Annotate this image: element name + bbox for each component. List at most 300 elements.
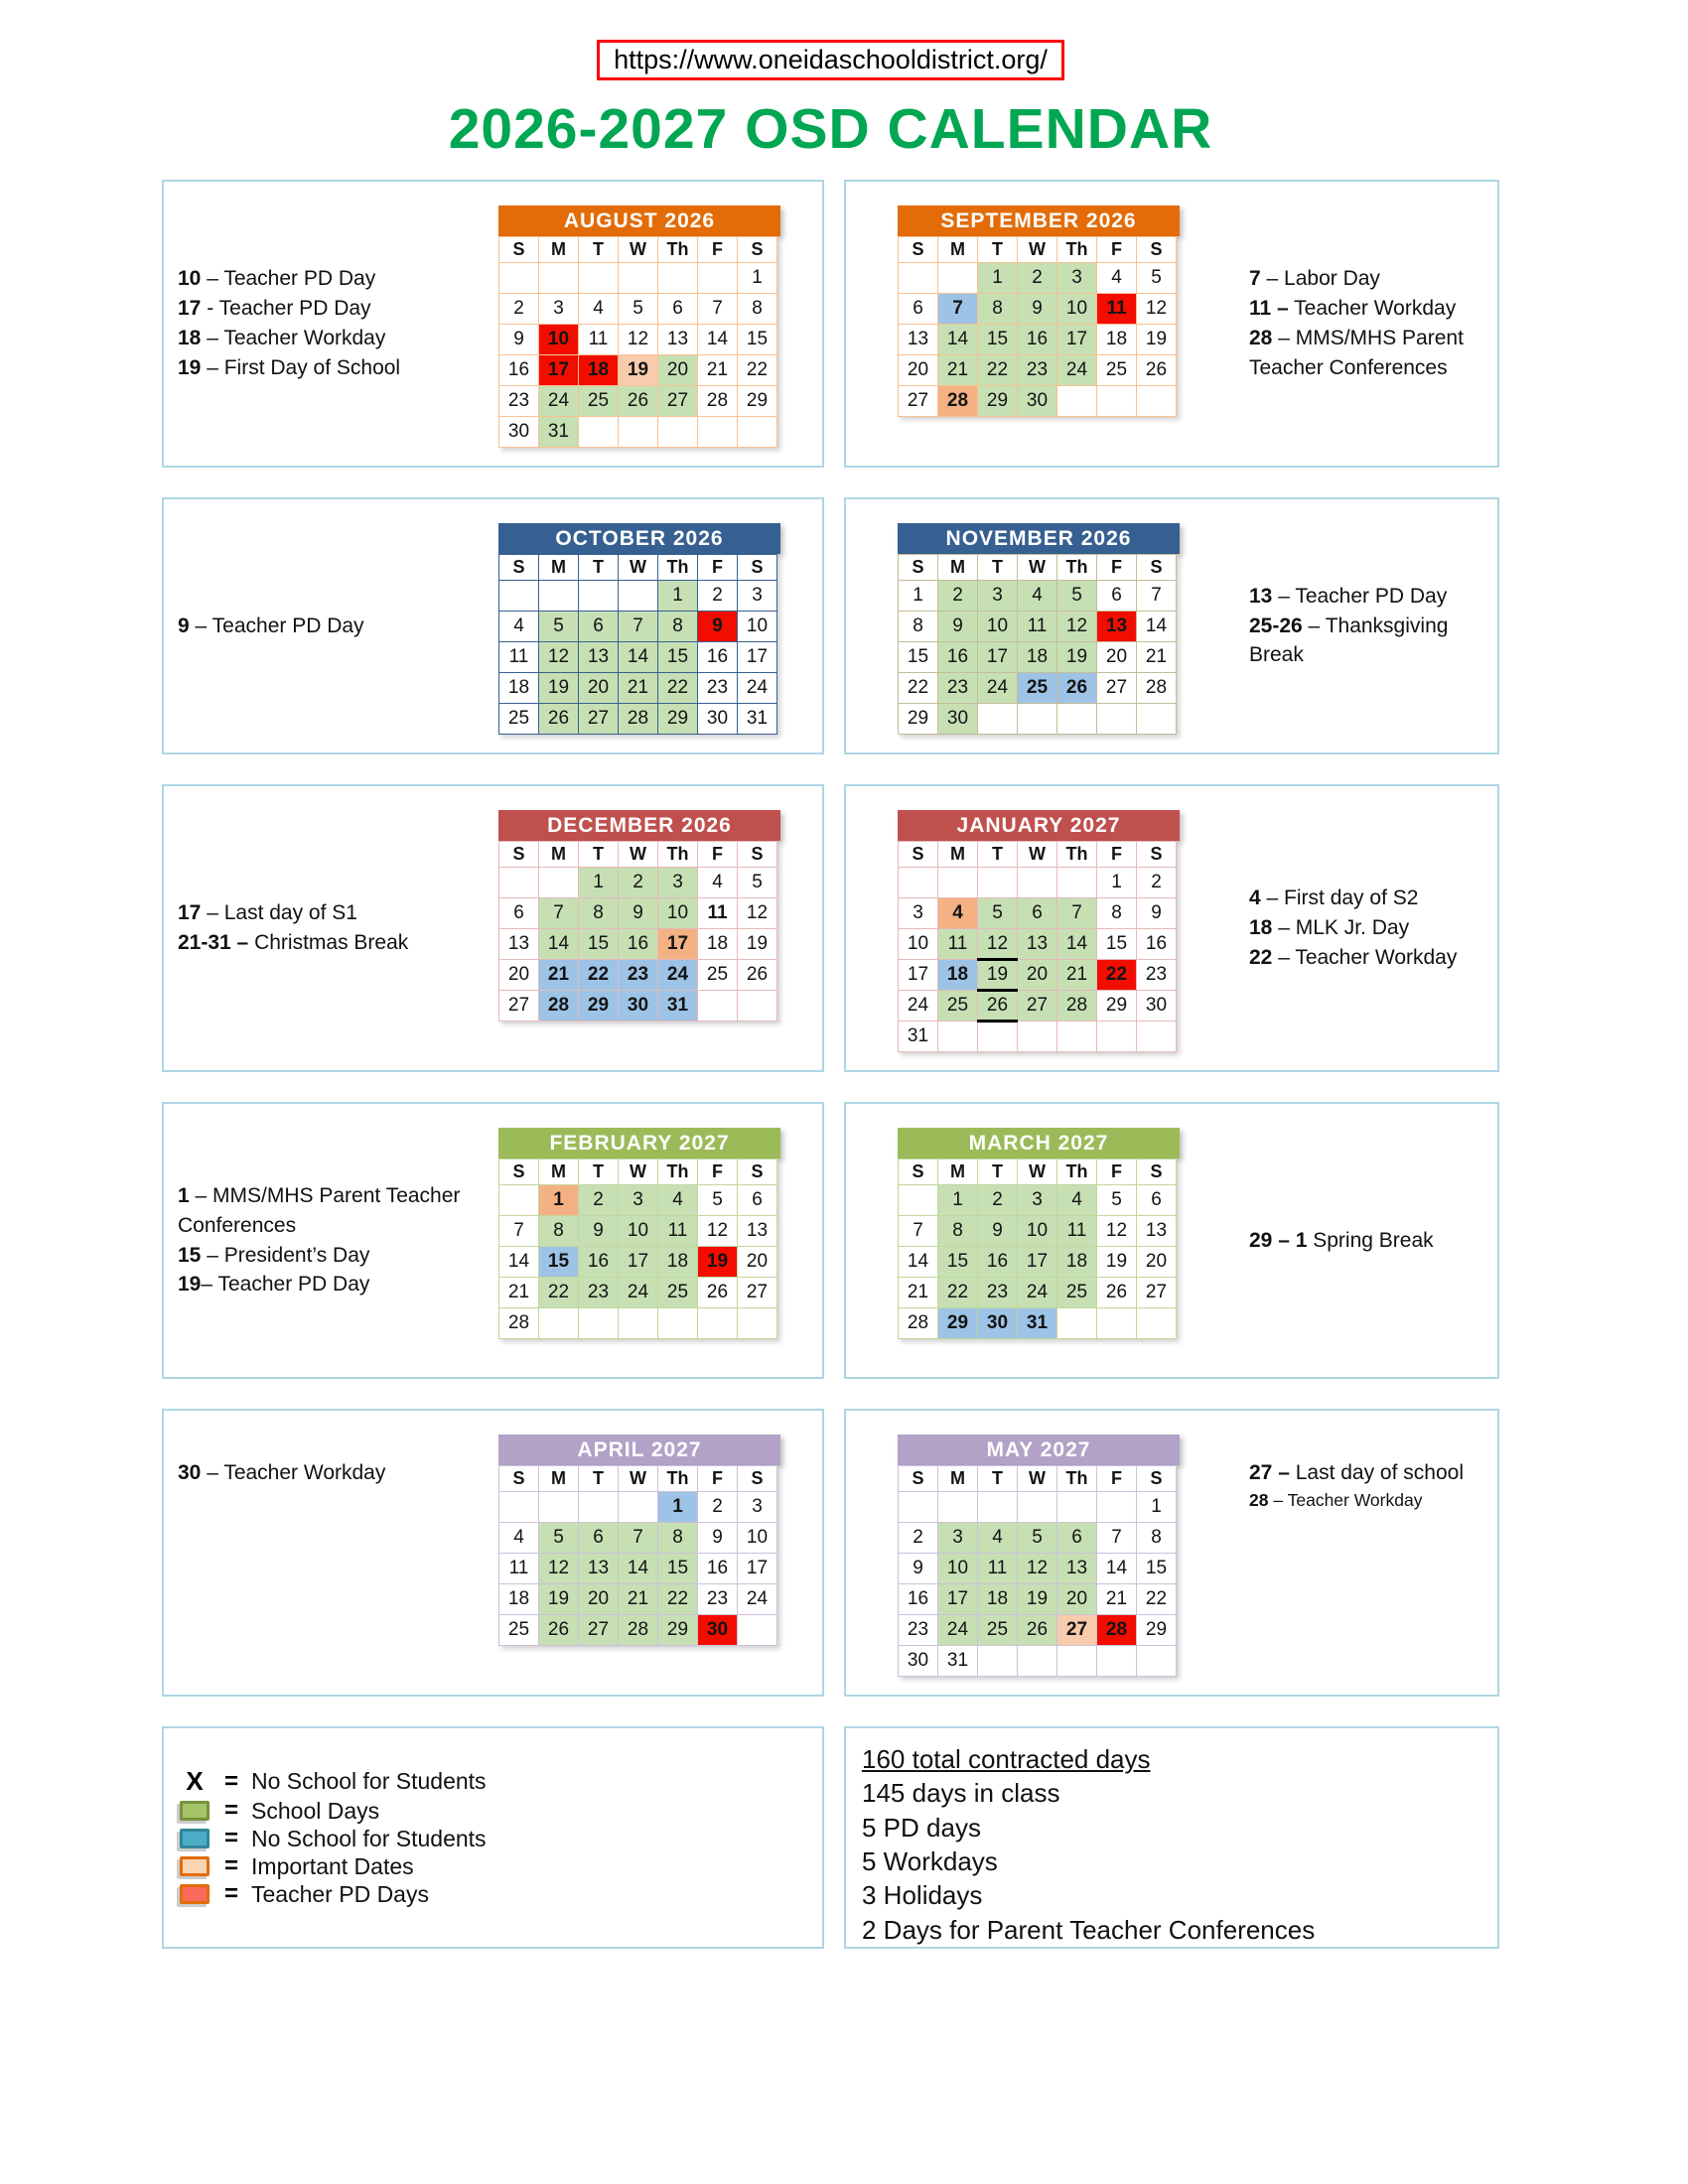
day-cell: 5 bbox=[698, 1185, 738, 1216]
day-cell: 7 bbox=[698, 294, 738, 325]
day-cell: 16 bbox=[619, 929, 658, 960]
weekday-header: Th bbox=[1057, 237, 1097, 263]
day-cell: 13 bbox=[579, 1554, 619, 1584]
day-cell: 23 bbox=[579, 1278, 619, 1308]
legend bbox=[162, 1726, 824, 1949]
day-cell: 2 bbox=[1137, 868, 1177, 898]
weekday-header: T bbox=[579, 237, 619, 263]
month-notes bbox=[164, 182, 498, 466]
day-cell: 7 bbox=[1137, 581, 1177, 612]
blank-cell bbox=[619, 417, 658, 448]
day-cell: 3 bbox=[738, 581, 777, 612]
day-cell: 26 bbox=[698, 1278, 738, 1308]
day-cell: 16 bbox=[698, 642, 738, 673]
blank-cell bbox=[1097, 704, 1137, 735]
week-row bbox=[499, 355, 777, 386]
day-cell: 1 bbox=[938, 1185, 978, 1216]
day-cell: 30 bbox=[1018, 386, 1057, 417]
note-line: 10 – Teacher PD Day bbox=[178, 267, 376, 291]
month-notes bbox=[1180, 786, 1497, 1070]
day-cell: 21 bbox=[938, 355, 978, 386]
month-title: MARCH 2027 bbox=[898, 1128, 1180, 1159]
weekday-header: S bbox=[899, 555, 938, 581]
weekday-header: T bbox=[978, 237, 1018, 263]
day-cell: 25 bbox=[978, 1615, 1018, 1646]
page-title: 2026-2027 OSD CALENDAR bbox=[448, 97, 1213, 161]
calendar-slot bbox=[846, 499, 1180, 752]
month-notes bbox=[1180, 1104, 1497, 1377]
blank-cell bbox=[499, 581, 539, 612]
day-cell: 28 bbox=[938, 386, 978, 417]
day-cell: 4 bbox=[938, 898, 978, 929]
day-cell: 23 bbox=[1018, 355, 1057, 386]
day-cell: 14 bbox=[938, 325, 978, 355]
blank-cell bbox=[1057, 1308, 1097, 1339]
calendar-slot bbox=[846, 1104, 1180, 1377]
day-cell: 20 bbox=[579, 1584, 619, 1615]
district-url-link[interactable]: https://www.oneidaschooldistrict.org/ bbox=[614, 45, 1048, 74]
blank-cell bbox=[978, 1022, 1018, 1052]
day-cell: 25 bbox=[1097, 355, 1137, 386]
day-cell: 30 bbox=[499, 417, 539, 448]
day-cell: 5 bbox=[1097, 1185, 1137, 1216]
weekday-header: T bbox=[579, 1160, 619, 1185]
blank-cell bbox=[619, 263, 658, 294]
weekday-header: M bbox=[938, 237, 978, 263]
day-cell: 2 bbox=[938, 581, 978, 612]
note-line: 17 – Last day of S1 bbox=[178, 901, 357, 925]
day-cell: 7 bbox=[938, 294, 978, 325]
day-cell: 9 bbox=[499, 325, 539, 355]
blank-cell bbox=[1097, 386, 1137, 417]
week-row bbox=[899, 1584, 1177, 1615]
weekday-header: Th bbox=[1057, 1160, 1097, 1185]
month-title: NOVEMBER 2026 bbox=[898, 523, 1180, 554]
month-notes bbox=[1180, 1411, 1497, 1695]
weekday-header: S bbox=[1137, 842, 1177, 868]
day-cell: 21 bbox=[539, 960, 579, 991]
month-panel-right bbox=[844, 180, 1499, 468]
day-cell: 12 bbox=[619, 325, 658, 355]
day-cell: 25 bbox=[698, 960, 738, 991]
blank-cell bbox=[738, 1308, 777, 1339]
day-cell: 29 bbox=[579, 991, 619, 1022]
month-grid bbox=[898, 841, 1177, 1052]
month-panel-right bbox=[844, 497, 1499, 754]
day-cell: 16 bbox=[1137, 929, 1177, 960]
day-cell: 1 bbox=[738, 263, 777, 294]
month-grid bbox=[498, 236, 777, 448]
week-row bbox=[899, 355, 1177, 386]
day-cell: 29 bbox=[738, 386, 777, 417]
weekday-header-row bbox=[899, 237, 1177, 263]
weekday-header: S bbox=[1137, 555, 1177, 581]
day-cell: 24 bbox=[738, 673, 777, 704]
legend-item bbox=[178, 1825, 822, 1852]
week-row bbox=[499, 1492, 777, 1523]
note-line: 25-26 – Thanksgiving Break bbox=[1249, 614, 1449, 667]
week-row bbox=[899, 868, 1177, 898]
day-cell: 5 bbox=[1137, 263, 1177, 294]
calendar-december-2026 bbox=[498, 810, 780, 1022]
calendar-march-2027 bbox=[898, 1128, 1180, 1339]
day-cell: 16 bbox=[938, 642, 978, 673]
day-cell: 28 bbox=[539, 991, 579, 1022]
legend-label: No School for Students bbox=[251, 1825, 487, 1851]
day-cell: 21 bbox=[899, 1278, 938, 1308]
day-cell: 25 bbox=[499, 704, 539, 735]
month-notes bbox=[1180, 499, 1497, 752]
day-cell: 10 bbox=[1018, 1216, 1057, 1247]
month-grid bbox=[498, 554, 777, 735]
week-row bbox=[899, 294, 1177, 325]
weekday-header-row bbox=[499, 1160, 777, 1185]
day-cell: 7 bbox=[899, 1216, 938, 1247]
day-cell: 26 bbox=[1057, 673, 1097, 704]
blank-cell bbox=[1097, 1022, 1137, 1052]
month-grid bbox=[498, 1465, 777, 1646]
weekday-header: M bbox=[539, 1160, 579, 1185]
week-row bbox=[499, 704, 777, 735]
weekday-header: F bbox=[698, 237, 738, 263]
day-cell: 14 bbox=[698, 325, 738, 355]
day-cell: 18 bbox=[698, 929, 738, 960]
calendar-slot bbox=[498, 1104, 822, 1377]
day-cell: 6 bbox=[899, 294, 938, 325]
equals-sign: = bbox=[224, 1767, 239, 1795]
day-cell: 24 bbox=[658, 960, 698, 991]
day-cell: 23 bbox=[1137, 960, 1177, 991]
day-cell: 31 bbox=[539, 417, 579, 448]
month-grid bbox=[498, 841, 777, 1022]
day-cell: 22 bbox=[579, 960, 619, 991]
day-cell: 3 bbox=[738, 1492, 777, 1523]
blank-cell bbox=[1018, 1646, 1057, 1677]
legend-item bbox=[178, 1880, 822, 1908]
calendar-slot bbox=[498, 182, 822, 466]
blank-cell bbox=[1097, 1308, 1137, 1339]
day-cell: 26 bbox=[619, 386, 658, 417]
weekday-header: M bbox=[539, 842, 579, 868]
week-row bbox=[499, 581, 777, 612]
calendar-row bbox=[162, 1409, 1499, 1697]
day-cell: 28 bbox=[899, 1308, 938, 1339]
day-cell: 19 bbox=[1057, 642, 1097, 673]
weekday-header-row bbox=[899, 842, 1177, 868]
note-line: 28 – Teacher Workday bbox=[1249, 1489, 1423, 1510]
day-cell: 20 bbox=[1057, 1584, 1097, 1615]
day-cell: 10 bbox=[1057, 294, 1097, 325]
week-row bbox=[899, 386, 1177, 417]
weekday-header: M bbox=[539, 555, 579, 581]
week-row bbox=[899, 325, 1177, 355]
day-cell: 29 bbox=[1097, 991, 1137, 1022]
day-cell: 28 bbox=[698, 386, 738, 417]
week-row bbox=[899, 898, 1177, 929]
weekday-header-row bbox=[899, 1160, 1177, 1185]
legend-item bbox=[178, 1852, 822, 1880]
day-cell: 4 bbox=[499, 1523, 539, 1554]
day-cell: 23 bbox=[938, 673, 978, 704]
blank-cell bbox=[1137, 1308, 1177, 1339]
calendar-slot bbox=[498, 499, 822, 752]
weekday-header: Th bbox=[658, 842, 698, 868]
day-cell: 10 bbox=[899, 929, 938, 960]
day-cell: 10 bbox=[619, 1216, 658, 1247]
day-cell: 22 bbox=[738, 355, 777, 386]
month-grid bbox=[898, 1465, 1177, 1677]
day-cell: 7 bbox=[1057, 898, 1097, 929]
blank-cell bbox=[499, 868, 539, 898]
weekday-header: W bbox=[1018, 1466, 1057, 1492]
blank-cell bbox=[1097, 1646, 1137, 1677]
blank-cell bbox=[1057, 1022, 1097, 1052]
week-row bbox=[499, 673, 777, 704]
day-cell: 28 bbox=[1057, 991, 1097, 1022]
weekday-header: S bbox=[499, 555, 539, 581]
weekday-header: F bbox=[698, 842, 738, 868]
day-cell: 31 bbox=[738, 704, 777, 735]
day-cell: 27 bbox=[1057, 1615, 1097, 1646]
legend-swatch-pd bbox=[180, 1884, 210, 1904]
day-cell: 26 bbox=[539, 1615, 579, 1646]
note-line: 9 – Teacher PD Day bbox=[178, 614, 364, 637]
day-cell: 15 bbox=[1137, 1554, 1177, 1584]
day-cell: 11 bbox=[978, 1554, 1018, 1584]
weekday-header-row bbox=[899, 1466, 1177, 1492]
week-row bbox=[899, 929, 1177, 960]
day-cell: 9 bbox=[619, 898, 658, 929]
day-cell: 15 bbox=[579, 929, 619, 960]
weekday-header: T bbox=[579, 842, 619, 868]
day-cell: 22 bbox=[938, 1278, 978, 1308]
week-row bbox=[499, 1584, 777, 1615]
summary-line: 5 PD days bbox=[862, 1812, 981, 1843]
month-panel-left bbox=[162, 1102, 824, 1379]
day-cell: 28 bbox=[499, 1308, 539, 1339]
note-line: 1 – MMS/MHS Parent Teacher Conferences bbox=[178, 1183, 461, 1237]
day-cell: 24 bbox=[938, 1615, 978, 1646]
note-line: 29 – 1 Spring Break bbox=[1249, 1228, 1434, 1252]
day-cell: 14 bbox=[1137, 612, 1177, 642]
calendar-january-2027 bbox=[898, 810, 1180, 1052]
week-row bbox=[899, 581, 1177, 612]
blank-cell bbox=[658, 263, 698, 294]
day-cell: 13 bbox=[899, 325, 938, 355]
day-cell: 6 bbox=[658, 294, 698, 325]
note-line: 7 – Labor Day bbox=[1249, 267, 1380, 291]
weekday-header: T bbox=[579, 555, 619, 581]
blank-cell bbox=[539, 263, 579, 294]
legend-swatch-school bbox=[180, 1801, 210, 1821]
note-line: 21-31 – Christmas Break bbox=[178, 931, 409, 954]
day-cell: 21 bbox=[1097, 1584, 1137, 1615]
day-cell: 1 bbox=[539, 1185, 579, 1216]
day-cell: 19 bbox=[978, 960, 1018, 991]
day-cell: 23 bbox=[499, 386, 539, 417]
month-panel-left bbox=[162, 1409, 824, 1697]
day-cell: 30 bbox=[978, 1308, 1018, 1339]
month-notes bbox=[164, 499, 498, 752]
summary-lines bbox=[862, 1742, 1497, 1947]
day-cell: 2 bbox=[579, 1185, 619, 1216]
day-cell: 7 bbox=[619, 1523, 658, 1554]
day-cell: 4 bbox=[1057, 1185, 1097, 1216]
day-cell: 4 bbox=[978, 1523, 1018, 1554]
day-cell: 18 bbox=[658, 1247, 698, 1278]
day-cell: 20 bbox=[658, 355, 698, 386]
day-cell: 31 bbox=[899, 1022, 938, 1052]
blank-cell bbox=[899, 263, 938, 294]
note-line: 19– Teacher PD Day bbox=[178, 1273, 370, 1297]
day-cell: 27 bbox=[899, 386, 938, 417]
month-title: DECEMBER 2026 bbox=[498, 810, 780, 841]
day-cell: 18 bbox=[579, 355, 619, 386]
day-cell: 5 bbox=[539, 1523, 579, 1554]
week-row bbox=[899, 1247, 1177, 1278]
note-line: 27 – Last day of school bbox=[1249, 1461, 1464, 1484]
day-cell: 12 bbox=[698, 1216, 738, 1247]
note-line: 30 – Teacher Workday bbox=[178, 1461, 386, 1484]
day-cell: 11 bbox=[1097, 294, 1137, 325]
day-cell: 7 bbox=[539, 898, 579, 929]
day-cell: 17 bbox=[539, 355, 579, 386]
blank-cell bbox=[978, 1646, 1018, 1677]
day-cell: 8 bbox=[579, 898, 619, 929]
calendar-may-2027 bbox=[898, 1434, 1180, 1677]
day-cell: 5 bbox=[539, 612, 579, 642]
week-row bbox=[499, 386, 777, 417]
week-row bbox=[499, 868, 777, 898]
day-cell: 16 bbox=[899, 1584, 938, 1615]
bottom-row bbox=[162, 1726, 1499, 1949]
day-cell: 9 bbox=[1018, 294, 1057, 325]
blank-cell bbox=[899, 1492, 938, 1523]
calendar-row bbox=[162, 784, 1499, 1072]
summary-line: 145 days in class bbox=[862, 1778, 1060, 1809]
day-cell: 1 bbox=[899, 581, 938, 612]
day-cell: 3 bbox=[978, 581, 1018, 612]
blank-cell bbox=[619, 1308, 658, 1339]
day-cell: 18 bbox=[978, 1584, 1018, 1615]
content bbox=[162, 40, 1499, 1949]
day-cell: 14 bbox=[899, 1247, 938, 1278]
legend-label: Important Dates bbox=[251, 1852, 414, 1879]
day-cell: 30 bbox=[938, 704, 978, 735]
blank-cell bbox=[698, 263, 738, 294]
day-cell: 4 bbox=[698, 868, 738, 898]
day-cell: 12 bbox=[1018, 1554, 1057, 1584]
weekday-header: T bbox=[978, 842, 1018, 868]
day-cell: 17 bbox=[978, 642, 1018, 673]
weekday-header: W bbox=[619, 842, 658, 868]
month-grid bbox=[898, 1159, 1177, 1339]
day-cell: 13 bbox=[1018, 929, 1057, 960]
weekday-header: Th bbox=[1057, 555, 1097, 581]
day-cell: 29 bbox=[658, 704, 698, 735]
day-cell: 14 bbox=[499, 1247, 539, 1278]
blank-cell bbox=[738, 417, 777, 448]
summary bbox=[844, 1726, 1499, 1949]
month-notes bbox=[1180, 182, 1497, 466]
day-cell: 8 bbox=[899, 612, 938, 642]
day-cell: 11 bbox=[698, 898, 738, 929]
blank-cell bbox=[1097, 1492, 1137, 1523]
day-cell: 11 bbox=[579, 325, 619, 355]
blank-cell bbox=[938, 1492, 978, 1523]
day-cell: 12 bbox=[1097, 1216, 1137, 1247]
day-cell: 11 bbox=[499, 642, 539, 673]
month-notes bbox=[164, 786, 498, 1070]
day-cell: 21 bbox=[499, 1278, 539, 1308]
day-cell: 19 bbox=[619, 355, 658, 386]
week-row bbox=[899, 1022, 1177, 1052]
blank-cell bbox=[978, 1492, 1018, 1523]
day-cell: 10 bbox=[539, 325, 579, 355]
blank-cell bbox=[698, 417, 738, 448]
day-cell: 2 bbox=[1018, 263, 1057, 294]
day-cell: 7 bbox=[619, 612, 658, 642]
day-cell: 26 bbox=[539, 704, 579, 735]
blank-cell bbox=[978, 704, 1018, 735]
day-cell: 19 bbox=[1137, 325, 1177, 355]
day-cell: 26 bbox=[978, 991, 1018, 1022]
week-row bbox=[499, 991, 777, 1022]
weekday-header: F bbox=[1097, 237, 1137, 263]
day-cell: 19 bbox=[738, 929, 777, 960]
weekday-header: F bbox=[1097, 1160, 1137, 1185]
weekday-header: F bbox=[1097, 1466, 1137, 1492]
day-cell: 13 bbox=[1057, 1554, 1097, 1584]
day-cell: 19 bbox=[698, 1247, 738, 1278]
note-line: 13 – Teacher PD Day bbox=[1249, 584, 1448, 608]
blank-cell bbox=[1018, 868, 1057, 898]
month-title: MAY 2027 bbox=[898, 1434, 1180, 1465]
day-cell: 22 bbox=[658, 1584, 698, 1615]
day-cell: 3 bbox=[938, 1523, 978, 1554]
day-cell: 17 bbox=[1018, 1247, 1057, 1278]
blank-cell bbox=[499, 1185, 539, 1216]
day-cell: 1 bbox=[658, 581, 698, 612]
weekday-header: S bbox=[738, 842, 777, 868]
blank-cell bbox=[899, 1185, 938, 1216]
day-cell: 24 bbox=[738, 1584, 777, 1615]
blank-cell bbox=[499, 263, 539, 294]
day-cell: 13 bbox=[738, 1216, 777, 1247]
day-cell: 22 bbox=[658, 673, 698, 704]
day-cell: 17 bbox=[619, 1247, 658, 1278]
day-cell: 1 bbox=[658, 1492, 698, 1523]
blank-cell bbox=[579, 581, 619, 612]
day-cell: 18 bbox=[938, 960, 978, 991]
day-cell: 14 bbox=[619, 642, 658, 673]
weekday-header: M bbox=[938, 1466, 978, 1492]
weekday-header: Th bbox=[1057, 1466, 1097, 1492]
day-cell: 1 bbox=[579, 868, 619, 898]
month-panel-left bbox=[162, 497, 824, 754]
day-cell: 26 bbox=[1097, 1278, 1137, 1308]
weekday-header: W bbox=[619, 1466, 658, 1492]
day-cell: 25 bbox=[579, 386, 619, 417]
day-cell: 23 bbox=[619, 960, 658, 991]
x-symbol: X bbox=[186, 1766, 204, 1797]
day-cell: 22 bbox=[1097, 960, 1137, 991]
day-cell: 3 bbox=[539, 294, 579, 325]
day-cell: 6 bbox=[738, 1185, 777, 1216]
legend-item bbox=[178, 1797, 822, 1825]
day-cell: 15 bbox=[1097, 929, 1137, 960]
day-cell: 14 bbox=[1057, 929, 1097, 960]
